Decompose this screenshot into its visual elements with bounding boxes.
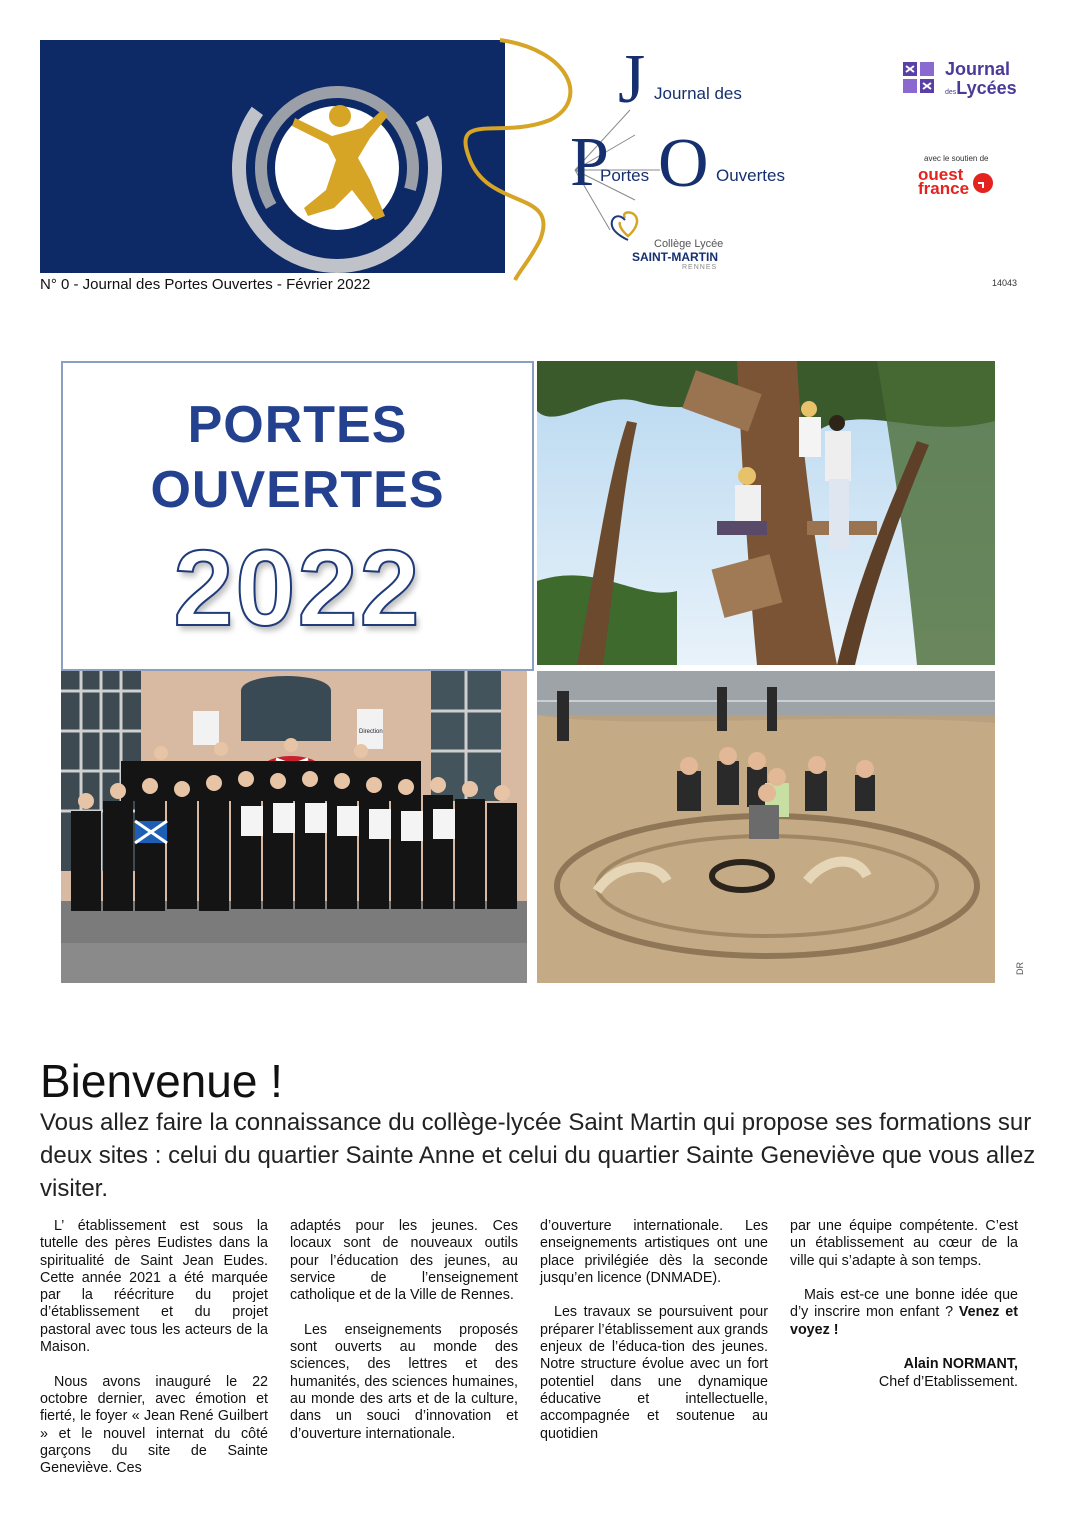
col3-paragraph-1: d’ouverture internationale. Les enseignements artistiques ont une place privilégiée dès la seconde jusqu’en licence (DNMADE). [540,1218,768,1286]
ouest-france-circle-icon [972,172,994,194]
col2-paragraph-1: adaptés pour les jeunes. Ces locaux sont de nouveaux outils pour l’éducation des jeunes, au service de l’enseignement catholique et de la Ville de Rennes. [290,1218,518,1304]
ouest-france-logo [918,165,970,198]
photo-treetop-climbing [537,361,995,665]
signature-name-text: Alain NORMANT, [903,1356,1018,1373]
article-column-1 [40,1218,268,1477]
svg-text:O: O [658,125,709,202]
running-figure-logo [40,40,505,273]
article-title: Bienvenue ! [40,1055,283,1107]
col4-paragraph-1: par une équipe compétente. C’est un établissement au cœur de la ville qui s’adapte à son temps. [790,1218,1018,1269]
article-column-3 [540,1218,768,1442]
masthead [460,40,800,280]
jdl-word-journal: Journal [945,59,1011,79]
direction-sign: Direction [359,729,383,735]
school-line1: Collège Lycée [654,238,724,250]
support-text: avec le soutien de [924,154,989,163]
po-line2: OUVERTES [150,461,445,519]
jdl-mark-icon [900,58,940,98]
article-column-4 [790,1218,1018,1442]
france-word: france [918,179,970,198]
school-line2: SAINT-MARTIN [632,250,718,264]
header-banner [40,40,505,273]
col1-paragraph-2: Nous avons inauguré le 22 octobre dernier, avec émotion et fierté, le foyer « Jean René Guilbert » et le nouvel internat du côté garçons du site de Sainte Geneviève. Ces [40,1373,268,1477]
col4-question: Mais est-ce une bonne idée que d’y inscrire mon enfant ? [790,1287,1018,1321]
masthead-word-portes: Portes [600,166,650,185]
photo-student-group [61,671,527,983]
article-column-2 [290,1218,518,1442]
masthead-word-journal-des: Journal des [654,84,742,103]
col2-paragraph-2: Les enseignements proposés sont ouverts au monde des sciences, des lettres et des humanités, des sciences humaines, au monde des arts et de la culture, dans un souci d’innovation et d’ouverture internationale. [290,1321,518,1442]
svg-text:J: J [618,41,646,118]
ouest-word: ouest [918,165,964,184]
col4-paragraph-2 [790,1287,1018,1339]
photo-credit: DR [1015,962,1025,975]
jdl-word-lycees: Lycées [956,78,1017,98]
col1-paragraph-1: L’ établissement est sous la tutelle des pères Eudistes dans la spiritualité de Saint Jean Eudes. Cette année 2021 a été marquée par la réécriture du projet d’établissement et du projet pastoral avec tous les acteurs de la Maison. [40,1218,268,1356]
masthead-word-ouvertes: Ouvertes [716,166,785,185]
po-line1: PORTES [187,396,408,454]
svg-text:P: P [570,124,609,201]
jdl-word-des: des [945,89,957,96]
article-lead: Vous allez faire la connaissance du collège-lycée Saint Martin qui propose ses formations sur deux sites : celui du quartier Sainte Anne et celui du quartier Sainte Geneviève que vous allez visiter. [40,1109,1036,1202]
school-line3: RENNES [682,264,718,271]
po-year: 2022 [173,527,422,648]
photo-beach-sandcastle [537,671,995,983]
jdl-wordmark [945,60,1017,102]
issue-line: N° 0 - Journal des Portes Ouvertes - Février 2022 [40,276,371,293]
col3-paragraph-2: Les travaux se poursuivent pour préparer l’établissement aux grands enjeux de l’éduca-tion des jeunes. Notre structure évolue avec un fort potentiel dans une dynamique éducative et intellectuelle, accompagnée et soutenue au quotidien [540,1304,768,1442]
issue-code: 14043 [992,278,1018,288]
signature-name [790,1356,1018,1373]
col4-invitation: Venez et voyez ! [790,1304,1018,1338]
signature-role: Chef d’Etablissement. [878,1373,1018,1390]
